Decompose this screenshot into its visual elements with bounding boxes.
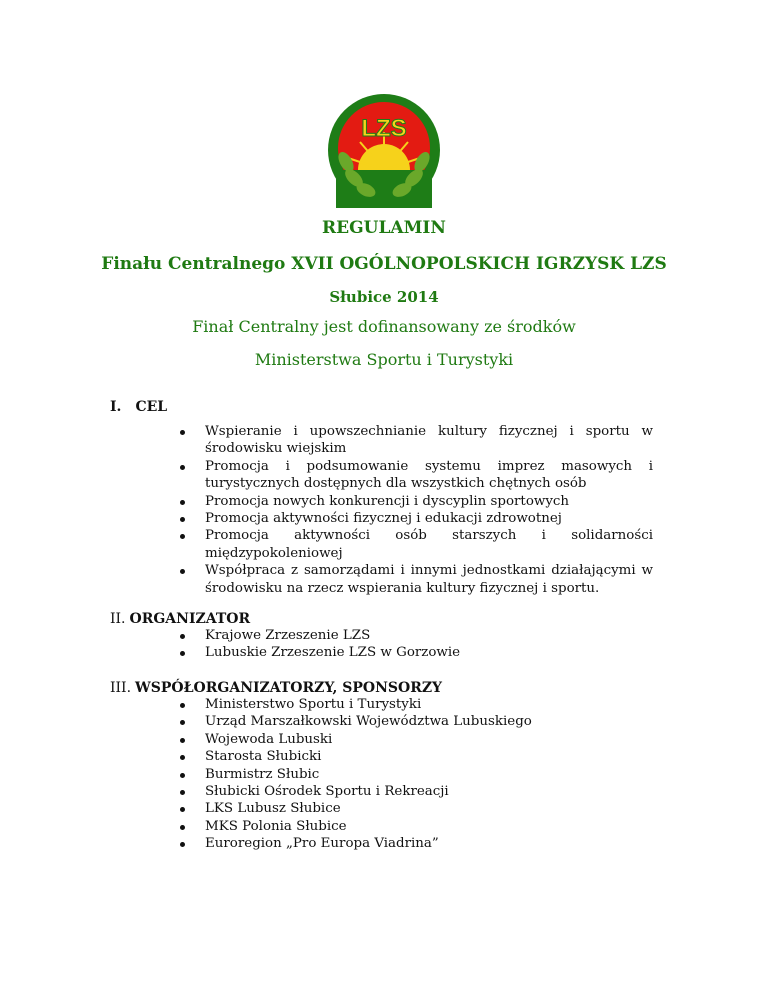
lzs-logo xyxy=(326,92,442,208)
section-number: III. xyxy=(110,680,132,696)
sponsorzy-list xyxy=(173,696,653,853)
place-year: Słubice 2014 xyxy=(329,288,439,306)
document-title: REGULAMIN xyxy=(322,218,446,238)
section-heading-organizator xyxy=(110,611,250,627)
list-item: Promocja aktywności fizycznej i edukacji zdrowotnej xyxy=(173,510,653,527)
list-item: Urząd Marszałkowski Województwa Lubuskiego xyxy=(173,713,653,730)
list-item: Wspieranie i upowszechnianie kultury fizycznej i sportu w środowisku wiejskim xyxy=(173,423,653,458)
list-item: LKS Lubusz Słubice xyxy=(173,800,653,817)
list-item: Promocja nowych konkurencji i dyscyplin sportowych xyxy=(173,493,653,510)
section-number: II. xyxy=(110,611,126,627)
logo-text: LZS xyxy=(361,115,407,142)
section-title: ORGANIZATOR xyxy=(129,611,251,627)
organizator-list xyxy=(173,627,653,662)
cel-list xyxy=(173,423,653,597)
list-item: Euroregion „Pro Europa Viadrina” xyxy=(173,835,653,852)
document-subtitle: Finału Centralnego XVII OGÓLNOPOLSKICH IGRZYSK LZS xyxy=(101,254,667,274)
list-item: Wojewoda Lubuski xyxy=(173,731,653,748)
list-item: Ministerstwo Sportu i Turystyki xyxy=(173,696,653,713)
list-item: Promocja aktywności osób starszych i solidarności międzypokoleniowej xyxy=(173,527,653,562)
section-heading-sponsorzy xyxy=(110,680,442,696)
list-item: Lubuskie Zrzeszenie LZS w Gorzowie xyxy=(173,644,653,661)
list-item: Krajowe Zrzeszenie LZS xyxy=(173,627,653,644)
funding-line-1: Finał Centralny jest dofinansowany ze środków xyxy=(192,317,576,336)
list-item: Słubicki Ośrodek Sportu i Rekreacji xyxy=(173,783,653,800)
list-item: Starosta Słubicki xyxy=(173,748,653,765)
section-title: CEL xyxy=(135,399,168,415)
section-number: I. xyxy=(110,399,122,415)
funding-line-2: Ministerstwa Sportu i Turystyki xyxy=(254,350,514,369)
list-item: MKS Polonia Słubice xyxy=(173,818,653,835)
list-item: Promocja i podsumowanie systemu imprez masowych i turystycznych dostępnych dla wszystkich chętnych osób xyxy=(173,458,653,493)
list-item: Współpraca z samorządami i innymi jednostkami działającymi w środowisku na rzecz wspierania kultury fizycznej i sportu. xyxy=(173,562,653,597)
list-item: Burmistrz Słubic xyxy=(173,766,653,783)
section-heading-cel xyxy=(110,399,167,415)
section-title: WSPÓŁORGANIZATORZY, SPONSORZY xyxy=(135,680,443,696)
